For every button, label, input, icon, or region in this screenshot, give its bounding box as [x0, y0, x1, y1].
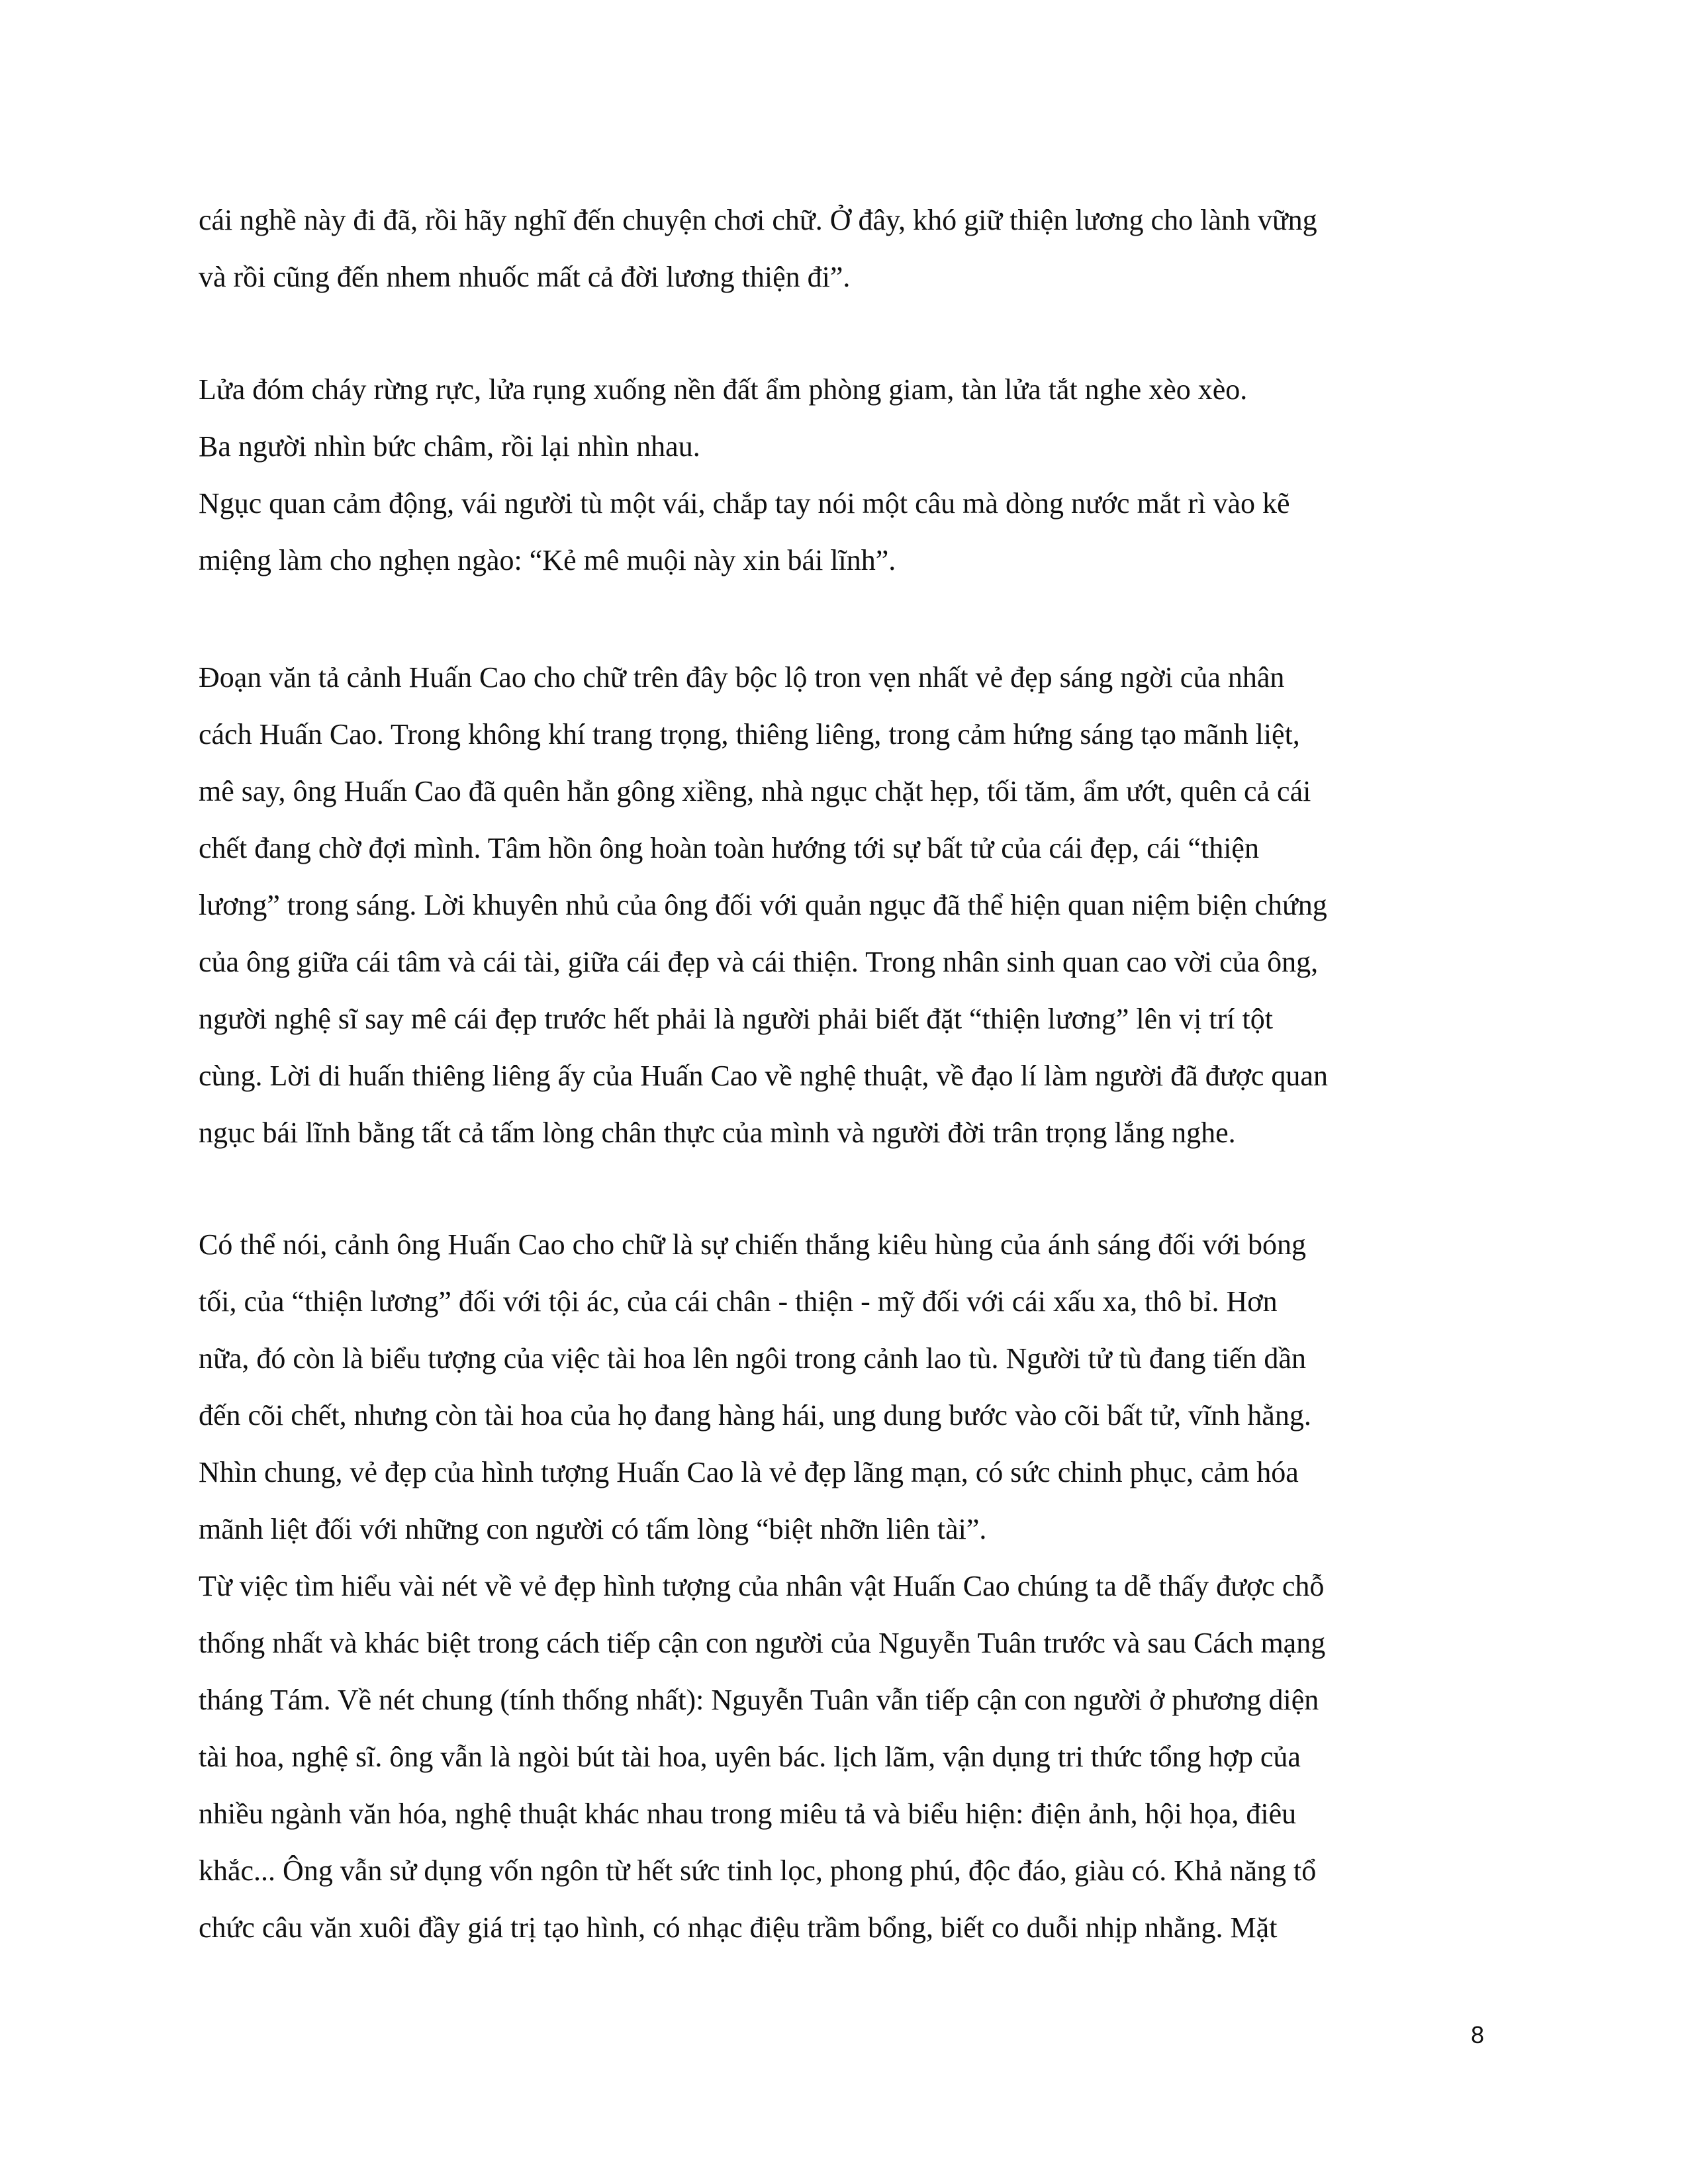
text-line: của ông giữa cái tâm và cái tài, giữa cái đẹp và cái thiện. Trong nhân sinh quan cao vời của ông, — [199, 946, 1319, 978]
text-line: người nghệ sĩ say mê cái đẹp trước hết phải là người phải biết đặt “thiện lương” lên vị trí tột — [199, 1003, 1273, 1035]
page-number: 8 — [1471, 2021, 1485, 2048]
text-line: chức câu văn xuôi đầy giá trị tạo hình, có nhạc điệu trầm bổng, biết co duỗi nhịp nhằng. Mặt — [199, 1911, 1278, 1944]
text-line: Có thể nói, cảnh ông Huấn Cao cho chữ là sự chiến thắng kiêu hùng của ánh sáng đối với bóng — [199, 1228, 1306, 1261]
text-line: ngục bái lĩnh bằng tất cả tấm lòng chân thực của mình và người đời trân trọng lắng nghe. — [199, 1116, 1236, 1149]
text-line: mãnh liệt đối với những con người có tấm lòng “biệt nhỡn liên tài”. — [199, 1513, 987, 1545]
text-line: chết đang chờ đợi mình. Tâm hồn ông hoàn toàn hướng tới sự bất tử của cái đẹp, cái “thiện — [199, 832, 1259, 864]
text-line: cái nghề này đi đã, rồi hãy nghĩ đến chuyện chơi chữ. Ở đây, khó giữ thiện lương cho lành vững — [199, 204, 1317, 236]
text-line: Đoạn văn tả cảnh Huấn Cao cho chữ trên đây bộc lộ tron vẹn nhất vẻ đẹp sáng ngời của nhân — [199, 661, 1285, 694]
text-line: cách Huấn Cao. Trong không khí trang trọng, thiêng liêng, trong cảm hứng sáng tạo mãnh liệt, — [199, 718, 1300, 751]
text-line: và rồi cũng đến nhem nhuốc mất cả đời lương thiện đi”. — [199, 261, 851, 293]
text-line: nhiều ngành văn hóa, nghệ thuật khác nhau trong miêu tả và biểu hiện: điện ảnh, hội họa, điêu — [199, 1797, 1297, 1830]
text-line: thống nhất và khác biệt trong cách tiếp cận con người của Nguyễn Tuân trước và sau Cách mạng — [199, 1627, 1326, 1659]
paragraph-analysis — [199, 649, 1509, 1161]
text-line: Lửa đóm cháy rừng rực, lửa rụng xuống nền đất ẩm phòng giam, tàn lửa tắt nghe xèo xèo. — [199, 373, 1248, 406]
text-line: Từ việc tìm hiểu vài nét về vẻ đẹp hình tượng của nhân vật Huấn Cao chúng ta dễ thấy được chỗ — [199, 1570, 1325, 1602]
paragraph-conclusion — [199, 1216, 1509, 1956]
text-line: miệng làm cho nghẹn ngào: “Kẻ mê muội này xin bái lĩnh”. — [199, 544, 896, 576]
text-line: Ba người nhìn bức châm, rồi lại nhìn nhau. — [199, 430, 700, 463]
text-line: Ngục quan cảm động, vái người tù một vái, chắp tay nói một câu mà dòng nước mắt rì vào kẽ — [199, 487, 1290, 520]
text-line: đến cõi chết, nhưng còn tài hoa của họ đang hàng hái, ung dung bước vào cõi bất tử, vĩnh hằng. — [199, 1399, 1311, 1432]
paragraph-fire-scene — [199, 361, 1509, 589]
text-line: Nhìn chung, vẻ đẹp của hình tượng Huấn Cao là vẻ đẹp lãng mạn, có sức chinh phục, cảm hóa — [199, 1456, 1299, 1488]
text-line: tài hoa, nghệ sĩ. ông vẫn là ngòi bút tài hoa, uyên bác. lịch lãm, vận dụng tri thức tổng hợp của — [199, 1741, 1301, 1773]
text-line: lương” trong sáng. Lời khuyên nhủ của ông đối với quản ngục đã thể hiện quan niệm biện chứng — [199, 889, 1327, 921]
text-line: cùng. Lời di huấn thiêng liêng ấy của Huấn Cao về nghệ thuật, về đạo lí làm người đã được quan — [199, 1060, 1328, 1092]
text-line: tối, của “thiện lương” đối với tội ác, của cái chân - thiện - mỹ đối với cái xấu xa, thô bỉ. Hơn — [199, 1285, 1278, 1318]
text-line: nữa, đó còn là biểu tượng của việc tài hoa lên ngôi trong cảnh lao tù. Người tử tù đang tiến dần — [199, 1342, 1306, 1375]
text-line: khắc... Ông vẫn sử dụng vốn ngôn từ hết sức tinh lọc, phong phú, độc đáo, giàu có. Khả năng tổ — [199, 1854, 1317, 1887]
text-line: tháng Tám. Về nét chung (tính thống nhất): Nguyễn Tuân vẫn tiếp cận con người ở phương diện — [199, 1684, 1319, 1716]
paragraph-dialogue-ending — [199, 192, 1509, 306]
text-line: mê say, ông Huấn Cao đã quên hẳn gông xiềng, nhà ngục chặt hẹp, tối tăm, ẩm ướt, quên cả cái — [199, 775, 1311, 807]
